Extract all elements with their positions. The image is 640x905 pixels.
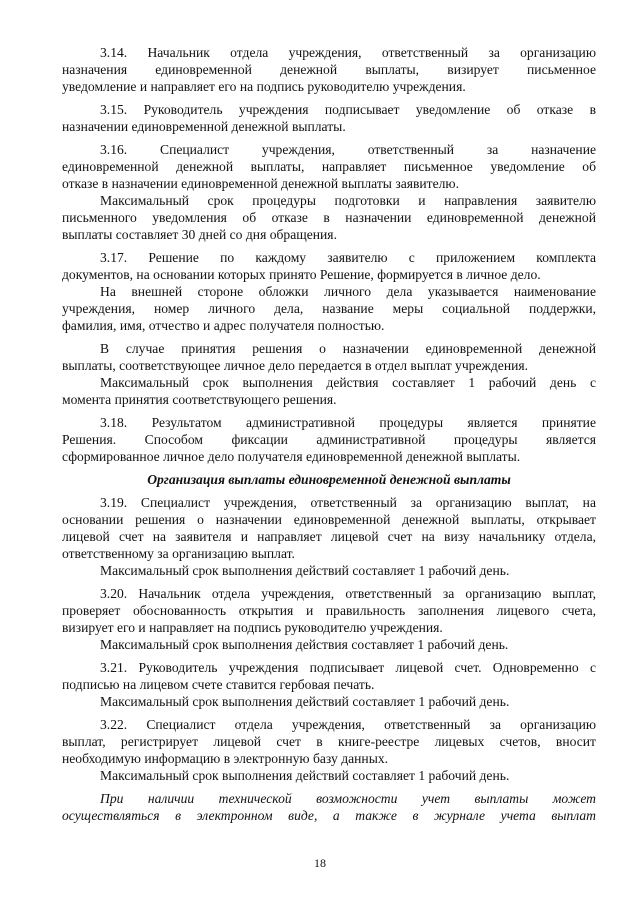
text-line: Максимальный срок процедуры подготовки и направления заявителю xyxy=(100,193,596,208)
text-line: 3.19. Специалист учреждения, ответственный за организацию выплат, на xyxy=(100,495,596,510)
text-line: момента принятия соответствующего решения. xyxy=(62,392,337,407)
text-line: основании решения о назначении единовременной денежной выплаты, открывает xyxy=(62,512,596,527)
text-line: фамилия, имя, отчество и адрес получателя полностью. xyxy=(62,318,385,333)
text-line: лицевой счет на заявителя и направляет лицевой счет на визу начальнику отдела, xyxy=(62,529,596,544)
text-line: выплаты составляет 30 дней со дня обращения. xyxy=(62,227,337,242)
paragraph-p3-16 xyxy=(62,141,596,243)
paragraph-p3-22 xyxy=(62,716,596,784)
text-line: документов, на основании которых принято Решение, формируется в личное дело. xyxy=(62,267,541,282)
text-line: Максимальный срок выполнения действий составляет 1 рабочий день. xyxy=(100,694,510,709)
text-line: Максимальный срок выполнения действия составляет 1 рабочий день. xyxy=(100,637,509,652)
paragraph-p3-18 xyxy=(62,414,596,465)
text-line: необходимую информацию в электронную базу данных. xyxy=(62,751,389,766)
paragraphs-after-heading xyxy=(62,494,596,824)
text-line: назначения единовременной денежной выплаты, визирует письменное xyxy=(62,62,596,77)
text-line: 3.22. Специалист отдела учреждения, ответственный за организацию xyxy=(100,717,596,732)
text-line: Решения. Способом фиксации административной процедуры является xyxy=(62,432,596,447)
text-line: 3.15. Руководитель учреждения подписывает уведомление об отказе в xyxy=(100,102,596,117)
text-line: уведомление и направляет его на подпись руководителю учреждения. xyxy=(62,79,466,94)
text-line: выплат, регистрирует лицевой счет в книге-реестре лицевых счетов, вносит xyxy=(62,734,596,749)
paragraph-p3-15 xyxy=(62,101,596,135)
paragraph-p3-17 xyxy=(62,249,596,334)
paragraph-p3-21 xyxy=(62,659,596,710)
page-number: 18 xyxy=(314,856,326,870)
text-line: Максимальный срок выполнения действий составляет 1 рабочий день. xyxy=(100,563,510,578)
paragraph-p-decision xyxy=(62,340,596,408)
text-line: осуществляться в электронном виде, а также в журнале учета выплат xyxy=(62,808,596,823)
text-line: визирует его и направляет на подпись руководителю учреждения. xyxy=(62,620,443,635)
text-line: сформированное личное дело получателя единовременной денежной выплаты. xyxy=(62,449,521,464)
text-line: ответственному за организацию выплат. xyxy=(62,546,295,561)
document-page xyxy=(62,44,596,830)
text-line: 3.20. Начальник отдела учреждения, ответственный за организацию выплат, xyxy=(100,586,596,601)
text-line: единовременной денежной выплаты, направляет письменное уведомление об xyxy=(62,159,596,174)
text-line: отказе в назначении единовременной денежной выплаты заявителю. xyxy=(62,176,459,191)
text-line: 3.14. Начальник отдела учреждения, ответственный за организацию xyxy=(100,45,596,60)
text-line: проверяет обоснованность открытия и правильность заполнения лицевого счета, xyxy=(62,603,596,618)
text-line: 3.18. Результатом административной процедуры является принятие xyxy=(100,415,596,430)
text-line: Максимальный срок выполнения действия составляет 1 рабочий день с xyxy=(100,375,596,390)
text-line: В случае принятия решения о назначении единовременной денежной xyxy=(100,341,596,356)
paragraph-p3-19 xyxy=(62,494,596,579)
text-line: выплаты, соответствующее личное дело передается в отдел выплат учреждения. xyxy=(62,358,529,373)
paragraphs-before-heading xyxy=(62,44,596,465)
text-line: назначении единовременной денежной выплаты. xyxy=(62,119,346,134)
section-heading: Организация выплаты единовременной денежной выплаты xyxy=(147,472,511,487)
text-line: подписью на лицевом счете ставится гербовая печать. xyxy=(62,677,375,692)
text-line: При наличии технической возможности учет выплаты может xyxy=(100,791,596,806)
text-line: На внешней стороне обложки личного дела указывается наименование xyxy=(100,284,596,299)
text-line: 3.17. Решение по каждому заявителю с приложением комплекта xyxy=(100,250,596,265)
text-line: Максимальный срок выполнения действий составляет 1 рабочий день. xyxy=(100,768,510,783)
text-line: письменного уведомления об отказе в назначении единовременной денежной xyxy=(62,210,596,225)
paragraph-p-electronic xyxy=(62,790,596,824)
text-line: 3.21. Руководитель учреждения подписывает лицевой счет. Одновременно с xyxy=(100,660,596,675)
paragraph-p3-14 xyxy=(62,44,596,95)
text-line: 3.16. Специалист учреждения, ответственный за назначение xyxy=(100,142,596,157)
text-line: учреждения, номер личного дела, название меры социальной поддержки, xyxy=(62,301,596,316)
paragraph-p3-20 xyxy=(62,585,596,653)
